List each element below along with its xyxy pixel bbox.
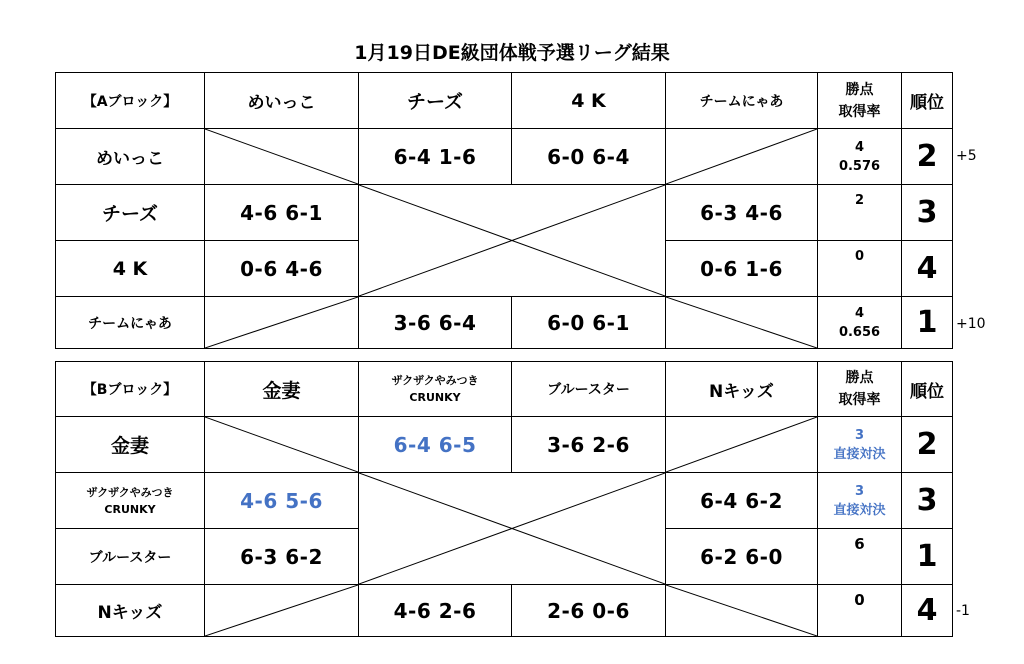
block-a-r2-c1-score: 4-6 6-1 — [205, 185, 359, 241]
block-a-r1-rank: 2 — [902, 129, 953, 185]
block-a-points-header — [818, 73, 902, 129]
block-a-table — [55, 72, 953, 349]
diagonal-cell — [666, 297, 818, 349]
diagonal-cell — [205, 585, 359, 637]
block-a-r3-c1-score: 0-6 4-6 — [205, 241, 359, 297]
block-a-r3-rank: 4 — [902, 241, 953, 297]
block-a-row4-name: チームにゃあ — [56, 297, 205, 349]
rate-value: 直接対決 — [833, 446, 886, 462]
block-a-r4-extra: +10 — [956, 316, 986, 332]
block-a-r1-points — [818, 129, 902, 185]
block-b-r3-points — [818, 529, 902, 585]
block-a-r3-points — [818, 241, 902, 297]
team-name-line2: CRUNKY — [104, 502, 156, 516]
block-a-row1-name: めいっこ — [56, 129, 205, 185]
block-b-rank-header: 順位 — [902, 362, 953, 417]
block-b-header-team2 — [359, 362, 512, 417]
block-b-r3-c4-score: 6-2 6-0 — [666, 529, 818, 585]
block-a-r4-points — [818, 297, 902, 349]
diagonal-cell — [666, 417, 818, 473]
block-b-r2-c4-score: 6-4 6-2 — [666, 473, 818, 529]
block-a-header-team1: めいっこ — [205, 73, 359, 129]
block-a-rank-header: 順位 — [902, 73, 953, 129]
block-b-r1-c3-score: 3-6 2-6 — [512, 417, 666, 473]
block-b-r2-rank: 3 — [902, 473, 953, 529]
diagonal-cell — [205, 297, 359, 349]
diagonal-cell — [666, 585, 818, 637]
block-a-corner: 【Aブロック】 — [56, 73, 205, 129]
block-b-r3-c1-score: 6-3 6-2 — [205, 529, 359, 585]
points-value: 6 — [854, 535, 865, 553]
team-name-line2: CRUNKY — [409, 391, 461, 404]
rate-value: 0.576 — [838, 158, 881, 174]
points-value: 2 — [854, 193, 865, 208]
points-label: 勝点 — [845, 370, 874, 386]
block-b-corner: 【Bブロック】 — [56, 362, 205, 417]
block-b-header-team1: 金妻 — [205, 362, 359, 417]
block-a-r2-rank: 3 — [902, 185, 953, 241]
block-a-r2-points — [818, 185, 902, 241]
block-b-r3-rank: 1 — [902, 529, 953, 585]
team-name-line1: ザクザクやみつき — [86, 485, 174, 499]
block-b-header-team3: ブルースター — [512, 362, 666, 417]
block-b-points-header — [818, 362, 902, 417]
rate-value: 直接対決 — [833, 502, 886, 518]
block-a-r4-rank: 1 — [902, 297, 953, 349]
block-b-r1-c2-score: 6-4 6-5 — [359, 417, 512, 473]
cross-cell — [359, 185, 666, 297]
block-b-r2-c1-score: 4-6 5-6 — [205, 473, 359, 529]
rate-label: 取得率 — [838, 103, 881, 120]
diagonal-cell — [666, 129, 818, 185]
team-name-line1: ザクザクやみつき — [391, 374, 479, 387]
points-value: 4 — [854, 305, 865, 321]
block-b-row2-name — [56, 473, 205, 529]
block-a-r3-c4-score: 0-6 1-6 — [666, 241, 818, 297]
block-a-r1-c2-score: 6-4 1-6 — [359, 129, 512, 185]
points-value: 3 — [854, 483, 865, 499]
block-a-row3-name: 4 K — [56, 241, 205, 297]
block-b-row1-name: 金妻 — [56, 417, 205, 473]
block-b-table — [55, 361, 953, 637]
block-a-header-team4: チームにゃあ — [666, 73, 818, 129]
diagonal-cell — [205, 417, 359, 473]
block-b-row4-name: Nキッズ — [56, 585, 205, 637]
block-b-r1-points — [818, 417, 902, 473]
points-value: 0 — [854, 249, 865, 264]
rate-value: 0.656 — [838, 324, 881, 340]
block-a-r1-extra: +5 — [956, 148, 977, 164]
points-value: 0 — [854, 591, 865, 609]
block-b-r2-points — [818, 473, 902, 529]
block-a-row2-name: チーズ — [56, 185, 205, 241]
block-b-r1-rank: 2 — [902, 417, 953, 473]
block-b-row3-name: ブルースター — [56, 529, 205, 585]
block-b-r4-extra: -1 — [956, 603, 970, 619]
block-a-r4-c2-score: 3-6 6-4 — [359, 297, 512, 349]
page-title: 1月19日DE級団体戦予選リーグ結果 — [354, 42, 670, 64]
block-a-header-team3: 4 K — [512, 73, 666, 129]
block-b-r4-points — [818, 585, 902, 637]
diagonal-cell — [205, 129, 359, 185]
block-b-header-team4: Nキッズ — [666, 362, 818, 417]
cross-cell — [359, 473, 666, 585]
block-b-r4-rank: 4 — [902, 585, 953, 637]
block-a-r1-c3-score: 6-0 6-4 — [512, 129, 666, 185]
points-label: 勝点 — [845, 81, 874, 98]
block-b-r4-c3-score: 2-6 0-6 — [512, 585, 666, 637]
block-a-header-team2: チーズ — [359, 73, 512, 129]
block-a-r4-c3-score: 6-0 6-1 — [512, 297, 666, 349]
points-value: 3 — [854, 427, 865, 443]
rate-label: 取得率 — [838, 392, 881, 408]
block-a-r2-c4-score: 6-3 4-6 — [666, 185, 818, 241]
points-value: 4 — [854, 139, 865, 155]
block-b-r4-c2-score: 4-6 2-6 — [359, 585, 512, 637]
